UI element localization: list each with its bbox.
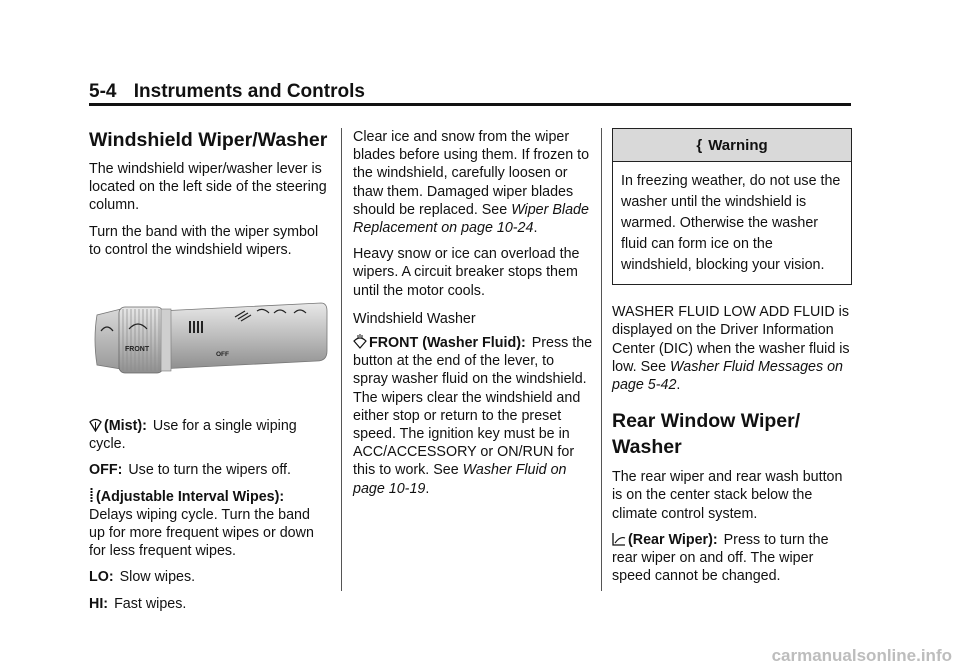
wiper-washer-title: Windshield Wiper/Washer — [89, 129, 328, 151]
mist-icon — [89, 418, 102, 432]
windshield-washer-heading: Windshield Washer — [353, 310, 476, 327]
warning-text: In freezing weather, do not use the washer until the windshield is warmed. Otherwise the washer fluid can form ice on the windshield, blocking your vision. — [621, 173, 841, 274]
interval-icon — [89, 488, 94, 503]
wiper-blade-reference[interactable]: Wiper Blade Replacement on page 10-24 — [353, 201, 589, 237]
heavy-snow-paragraph: Heavy snow or ice can overload the wipers. A circuit breaker stops them until the motor cools. — [353, 246, 580, 299]
warning-header — [613, 129, 851, 162]
turn-band-paragraph: Turn the band with the wiper symbol to control the windshield wipers. — [89, 223, 319, 258]
interval-label: (Adjustable Interval Wipes): — [96, 488, 285, 505]
page-header — [89, 81, 365, 103]
front-text: FRONT — [125, 346, 150, 354]
mist-text: Use for a single wiping cycle. — [89, 418, 297, 453]
lo-paragraph — [89, 568, 329, 586]
front-washer-label: FRONT (Washer Fluid): — [369, 335, 526, 352]
rear-intro-paragraph: The rear wiper and rear wash button is on the center stack below the climate control system. — [612, 469, 843, 522]
intro-paragraph: The windshield wiper/washer lever is located on the left side of the steering column. — [89, 161, 327, 214]
watermark: carmanualsonline.info — [771, 646, 952, 665]
page-number: 5-4 — [89, 81, 117, 102]
rear-wiper-label: (Rear Wiper): — [628, 531, 718, 548]
mist-label: (Mist): — [104, 418, 147, 435]
rear-wiper-icon — [612, 532, 626, 546]
off-label: OFF: — [89, 462, 123, 479]
lo-label: LO: — [89, 569, 114, 586]
front-washer-text: Press the button at the end of the lever, to spray washer fluid on the windshield. The wipers clear the windshield and either stop or return to the preset speed. The ignition key must be in ACC/ACCESSORY or ON/RUN for this to work. See — [353, 335, 593, 479]
rear-wiper-paragraph — [612, 531, 852, 586]
header-rule — [89, 103, 851, 106]
lo-text: Slow wipes. — [119, 569, 196, 586]
off-description: Use to turn the wipers off. — [128, 462, 292, 479]
rear-wiper-title: Rear Window Wiper/ Washer — [612, 410, 801, 459]
washer-low-paragraph: WASHER FLUID LOW ADD FLUID is displayed on the Driver Information Center (DIC) when the washer fluid is low. See Washer Fluid Messages on page 5-42. — [612, 304, 850, 394]
column-divider-1 — [341, 128, 342, 591]
interval-paragraph — [89, 488, 329, 561]
column-2 — [353, 128, 593, 506]
warning-box — [612, 128, 852, 285]
hi-text: Fast wipes. — [114, 595, 187, 612]
ice-paragraph: Clear ice and snow from the wiper blades before using them. If frozen to the windshield, carefully loosen or thaw them. Damaged wiper blades should be replaced. See Wiper Blade Replacement on page 10-24. — [353, 129, 590, 237]
washer-fluid-icon — [353, 334, 367, 349]
warning-icon: { — [696, 137, 703, 154]
wiper-lever-drawing — [89, 289, 329, 389]
washer-low-text: WASHER FLUID LOW ADD FLUID is displayed on the Driver Information Center (DIC) when the washer fluid is low. See — [612, 304, 850, 375]
hi-label: HI: — [89, 595, 109, 612]
warning-title: Warning — [708, 137, 768, 154]
off-text: OFF — [216, 351, 229, 359]
mist-paragraph — [89, 417, 329, 453]
rear-wiper-text: Press to turn the rear wiper on and off. The wiper speed cannot be changed. — [612, 531, 829, 585]
section-title: Instruments and Controls — [133, 81, 365, 102]
off-paragraph — [89, 461, 329, 479]
washer-fluid-reference[interactable]: Washer Fluid on page 10-19 — [353, 462, 567, 497]
wiper-lever-illustration — [89, 289, 329, 389]
washer-messages-reference[interactable]: Washer Fluid Messages on page 5-42 — [612, 358, 843, 394]
column-1 — [89, 128, 329, 621]
hi-paragraph — [89, 595, 329, 613]
column-divider-2 — [601, 128, 602, 591]
front-washer-paragraph: FRONT (Washer Fluid): Press the button at the end of the lever, to spray washer fluid on the windshield. The wipers clear the windshield and either stop or return to the preset speed. The ignition key must be in ACC/ACCESSORY or ON/RUN for this to work. See Washer Fluid on page 10-19. — [353, 335, 593, 497]
column-3 — [612, 128, 852, 593]
ice-text: Clear ice and snow from the wiper blades before using them. If frozen to the windshield, carefully loosen or thaw them. Damaged wiper blades should be replaced. See — [353, 129, 590, 218]
interval-text: Delays wiping cycle. Turn the band up for more frequent wipes or down for less frequent wipes. — [89, 506, 314, 560]
